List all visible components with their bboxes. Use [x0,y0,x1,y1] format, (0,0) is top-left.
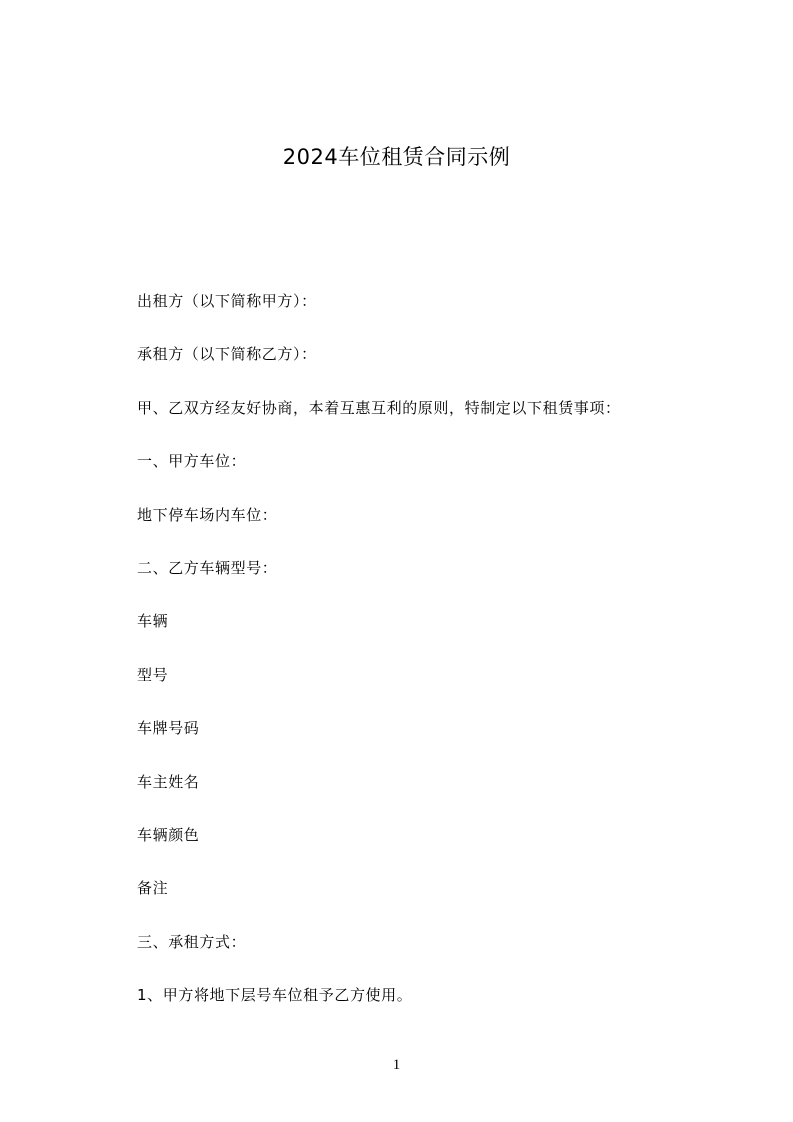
lessee-line: 承租方（以下简称乙方）： [137,345,317,364]
plate-number-line: 车牌号码 [137,719,200,738]
lease-terms-line: 1、甲方将地下层号车位租予乙方使用。 [137,986,413,1005]
remarks-line: 备注 [137,879,169,898]
section-one-heading: 一、甲方车位： [137,452,247,471]
vehicle-color-line: 车辆颜色 [137,825,200,844]
owner-name-line: 车主姓名 [137,772,200,791]
document-title: 2024车位租赁合同示例 [282,145,511,169]
page-number: 1 [392,1057,401,1073]
lessor-line: 出租方（以下简称甲方）： [137,292,317,310]
section-three-heading: 三、承租方式： [137,932,247,951]
agreement-intro-line: 甲、乙双方经友好协商，本着互惠互利的原则，特制定以下租赁事项： [137,398,621,417]
document-body [137,289,657,1036]
parking-space-line: 地下停车场内车位： [137,505,278,524]
section-two-heading: 二、乙方车辆型号： [137,558,278,577]
vehicle-line: 车辆 [137,612,169,631]
model-line: 型号 [137,665,169,684]
